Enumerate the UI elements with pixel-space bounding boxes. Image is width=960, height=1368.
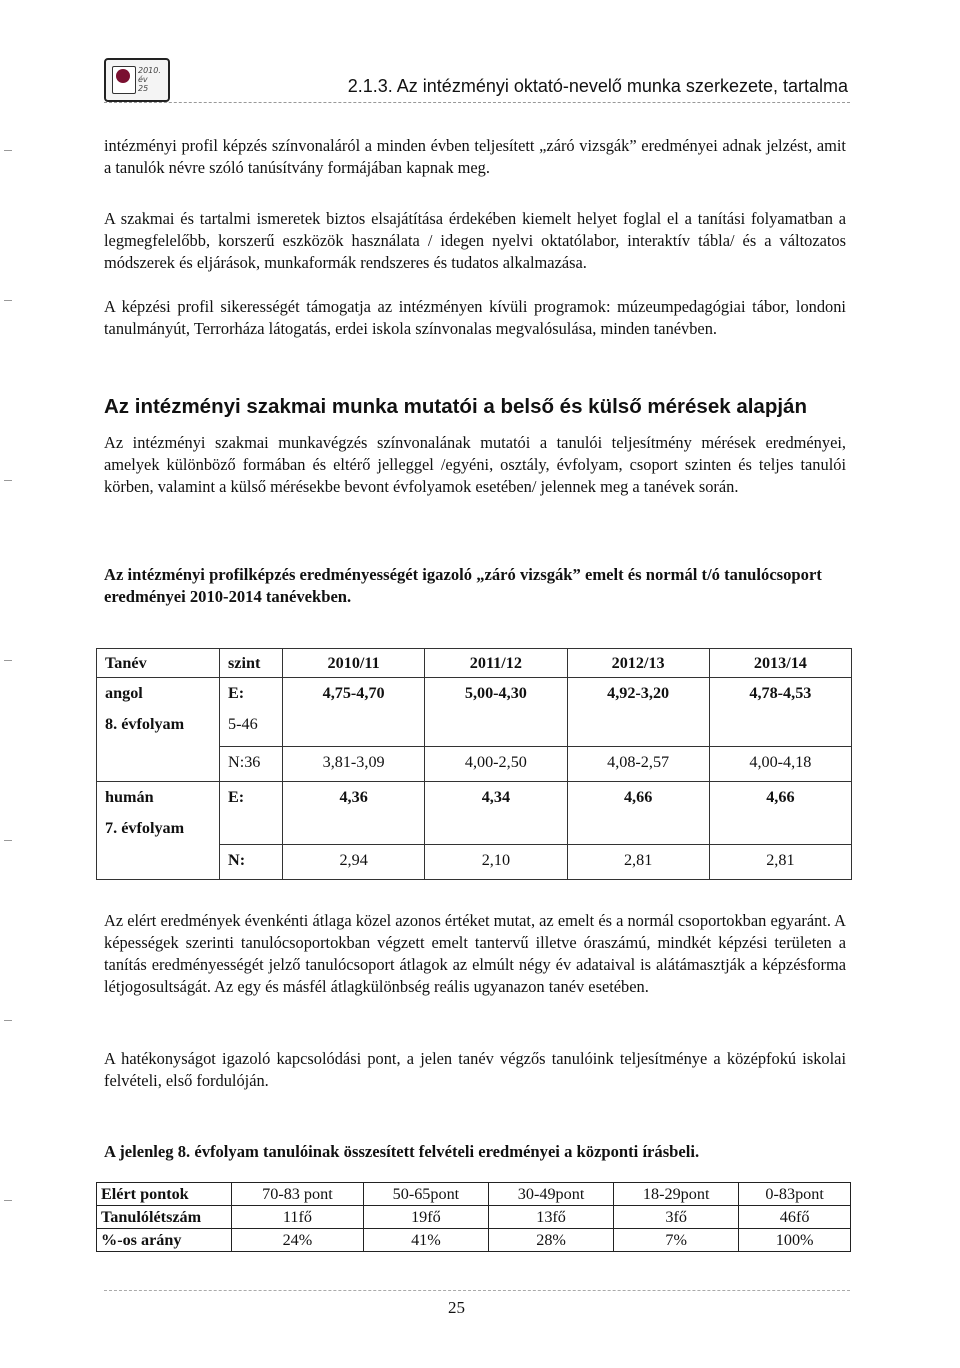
subject-label: humán	[105, 787, 154, 806]
paragraph-intro: intézményi profil képzés színvonaláról a minden évben teljesített „záró vizsgák” eredményei adnak jelzést, amit a tanulók névre szóló tanúsítvány formájában kapnak meg.	[104, 136, 846, 177]
paragraph-methods: A szakmai és tartalmi ismeretek biztos elsajátítása érdekében kiemelt helyet foglal el a tanítási folyamatban a legmegfelelőbb, korszerű eszközök használata / idegen nyelvi oktatólabor, interaktív tábla/ és a változatos módszerek és eljárások, munkaformák rendszeres és tudatos alkalmazása.	[104, 209, 846, 272]
header-cell: 2013/14	[709, 649, 851, 678]
table-cell: 41%	[363, 1229, 488, 1252]
paragraph-measurements: Az intézményi szakmai munkavégzés színvonalának mutatói a tanulói teljesítmény mérések eredményei, amelyek különböző formában és eltérő jelleggel /egyéni, osztály, évfolyam, csoport szinten és teljes tanulói körben, valamint a külső mérésekbe bevont évfolyamok esetében/ jelennek meg a tanévek során.	[104, 433, 846, 496]
subject-label: angol	[105, 684, 143, 702]
table-cell: 50-65pont	[363, 1183, 488, 1206]
header-cell: 2012/13	[567, 649, 709, 678]
value-cell: 4,75-4,70	[283, 678, 425, 747]
table-row	[97, 1183, 851, 1206]
results-table	[96, 648, 852, 880]
header-cell: 2010/11	[283, 649, 425, 678]
table-cell: 30-49pont	[488, 1183, 613, 1206]
level-cell: E:	[220, 781, 283, 844]
margin-mark	[4, 480, 12, 481]
level-cell: N:36	[220, 746, 283, 781]
value-cell: 4,34	[425, 781, 567, 844]
value-cell: 4,08-2,57	[567, 746, 709, 781]
table-cell: 18-29pont	[614, 1183, 739, 1206]
table-heading: Az intézményi profilképzés eredményességét igazoló „záró vizsgák” emelt és normál t/ó tanulócsoport eredményei 2010-2014 tanévekben.	[104, 565, 822, 606]
table-cell: 100%	[739, 1229, 851, 1252]
admission-heading: A jelenleg 8. évfolyam tanulóinak összesített felvételi eredményei a központi írásbeli.	[104, 1142, 700, 1161]
section-title: 2.1.3. Az intézményi oktató-nevelő munka szerkezete, tartalma	[347, 76, 848, 96]
value-cell: 2,81	[709, 844, 851, 879]
table-row	[97, 1206, 851, 1229]
table-row	[97, 781, 852, 844]
value-cell: 3,81-3,09	[283, 746, 425, 781]
value-cell: 4,00-2,50	[425, 746, 567, 781]
header-cell: szint	[220, 649, 283, 678]
table-cell: 19fő	[363, 1206, 488, 1229]
table-cell: 0-83pont	[739, 1183, 851, 1206]
footer-divider	[104, 1290, 850, 1291]
value-cell: 2,94	[283, 844, 425, 879]
value-cell: 5,00-4,30	[425, 678, 567, 747]
level-label: E:	[228, 684, 245, 702]
table-row	[97, 678, 852, 747]
table-cell: 7%	[614, 1229, 739, 1252]
table-cell: 70-83 pont	[232, 1183, 364, 1206]
section-heading: Az intézményi szakmai munka mutatói a belső és külső mérések alapján	[104, 395, 807, 418]
table-cell: 28%	[488, 1229, 613, 1252]
level-extra: 5-46	[228, 715, 258, 733]
page-number: 25	[448, 1298, 465, 1317]
level-cell	[220, 678, 283, 747]
value-cell: 4,66	[567, 781, 709, 844]
header-cell: 2011/12	[425, 649, 567, 678]
table-cell: 46fő	[739, 1206, 851, 1229]
crest-icon	[116, 69, 130, 83]
margin-mark	[4, 660, 12, 661]
value-cell: 4,66	[709, 781, 851, 844]
subject-cell	[97, 678, 220, 782]
value-cell: 2,10	[425, 844, 567, 879]
table-cell: 24%	[232, 1229, 364, 1252]
row-label: Tanulólétszám	[97, 1206, 232, 1229]
grade-label: 7. évfolyam	[105, 818, 185, 837]
school-logo-icon	[104, 58, 170, 102]
value-cell: 4,00-4,18	[709, 746, 851, 781]
admission-table	[96, 1182, 851, 1252]
row-label: Elért pontok	[97, 1183, 232, 1206]
margin-mark	[4, 840, 12, 841]
value-cell: 4,36	[283, 781, 425, 844]
grade-label: 8. évfolyam	[105, 715, 185, 733]
value-cell: 2,81	[567, 844, 709, 879]
table-cell: 11fő	[232, 1206, 364, 1229]
header-cell: Tanév	[97, 649, 220, 678]
margin-mark	[4, 300, 12, 301]
paragraph-programs: A képzési profil sikerességét támogatja az intézményen kívüli programok: múzeumpedagógiai tábor, londoni tanulmányút, Terrorháza látogatás, erdei iskola színvonalas megvalósulása, minden tanévben.	[104, 297, 846, 338]
value-cell: 4,92-3,20	[567, 678, 709, 747]
table-cell: 13fő	[488, 1206, 613, 1229]
level-cell: N:	[220, 844, 283, 879]
paragraph-admission: A hatékonyságot igazoló kapcsolódási pont, a jelen tanév végzős tanulóink teljesítménye a középfokú iskolai felvételi, első fordulóján.	[104, 1049, 846, 1090]
margin-mark	[4, 150, 12, 151]
logo-emblem: 2010. év 25	[138, 66, 161, 93]
header-divider	[104, 102, 850, 103]
paragraph-results: Az elért eredmények évenkénti átlaga közel azonos értéket mutat, az emelt és a normál csoportokban egyaránt. A képességek szerinti tanulócsoportokban végzett emelt tantervű illetve óraszámú, mindkét képzési területen a tanítás eredményességét jelző tanulócsoport átlagok az elmúlt négy év adataival is alátámasztják a képzésforma létjogosultságát. Az egy és másfél átlagkülönbség reális ugyanazon tanév esetében.	[104, 911, 846, 996]
subject-cell	[97, 781, 220, 879]
table-cell: 3fő	[614, 1206, 739, 1229]
value-cell: 4,78-4,53	[709, 678, 851, 747]
margin-mark	[4, 1200, 12, 1201]
margin-mark	[4, 1020, 12, 1021]
table-row	[97, 1229, 851, 1252]
row-label: %-os arány	[97, 1229, 232, 1252]
table-header-row	[97, 649, 852, 678]
